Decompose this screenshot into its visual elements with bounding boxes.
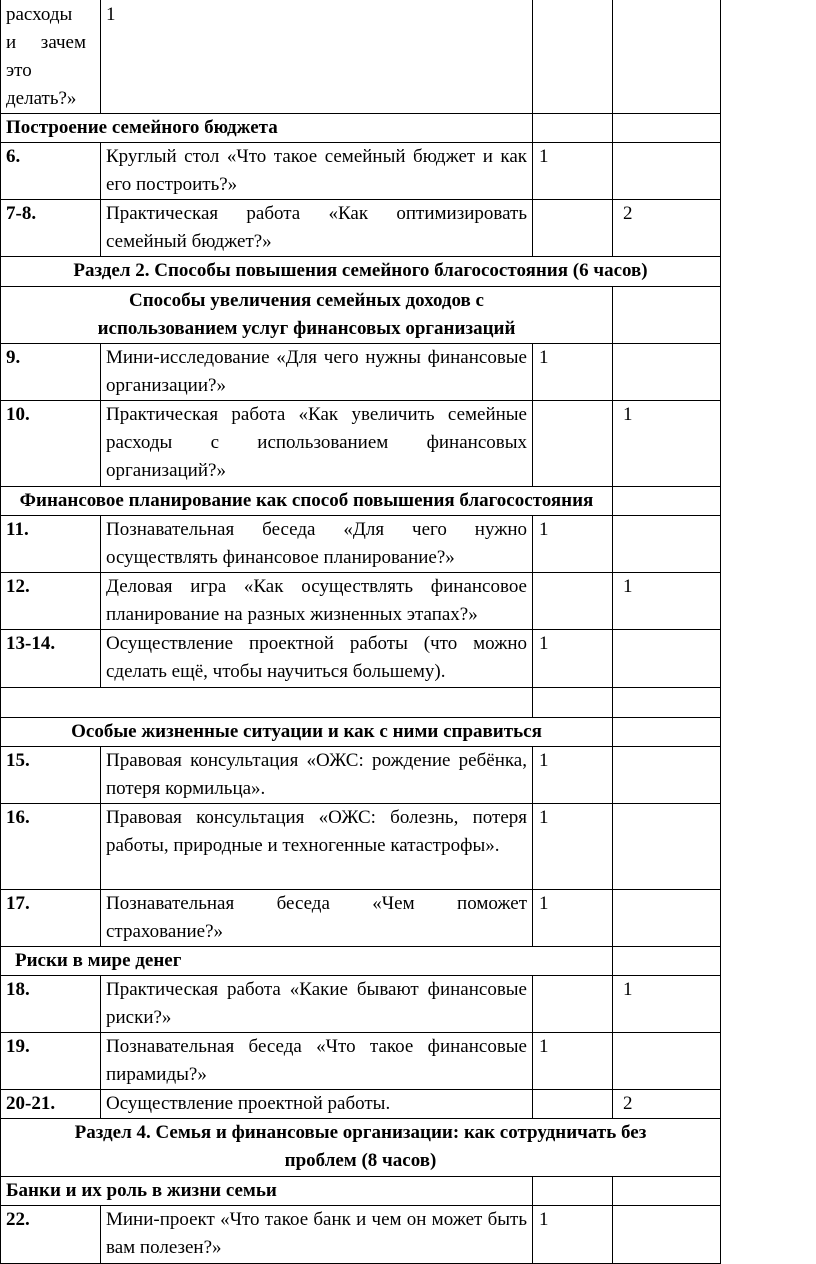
empty-cell xyxy=(613,114,721,143)
theory-hours xyxy=(533,401,613,487)
table-row xyxy=(1,947,721,976)
practice-hours xyxy=(613,1033,721,1090)
table-row xyxy=(1,143,721,200)
practice-hours xyxy=(613,747,721,804)
theory-hours: 1 xyxy=(533,1206,613,1264)
lesson-number: 11. xyxy=(1,516,101,573)
lesson-title: Мини-исследование «Для чего нужны финансовые организации?» xyxy=(101,344,533,401)
subsection-heading: Построение семейного бюджета xyxy=(1,114,533,143)
lesson-title: Круглый стол «Что такое семейный бюджет и как его построить?» xyxy=(101,143,533,200)
theory-hours xyxy=(533,1090,613,1119)
lesson-number: 6. xyxy=(1,143,101,200)
practice-hours: 2 xyxy=(613,1090,721,1119)
lesson-title: Осуществление проектной работы. xyxy=(101,1090,533,1119)
table-row xyxy=(1,1119,721,1177)
theory-hours: 1 xyxy=(533,890,613,947)
table-row xyxy=(1,1033,721,1090)
empty-cell xyxy=(613,947,721,976)
practice-hours: 1 xyxy=(613,401,721,487)
table-row xyxy=(1,344,721,401)
empty-cell xyxy=(613,688,721,718)
table-row xyxy=(1,804,721,890)
lesson-title: Познавательная беседа «Чем поможет страхование?» xyxy=(101,890,533,947)
table-row xyxy=(1,114,721,143)
table-row xyxy=(1,1090,721,1119)
empty-cell xyxy=(533,114,613,143)
lesson-number: 22. xyxy=(1,1206,101,1264)
empty-cell xyxy=(613,718,721,747)
table-row xyxy=(1,516,721,573)
table-row xyxy=(1,401,721,487)
lesson-number: 9. xyxy=(1,344,101,401)
table-row xyxy=(1,718,721,747)
table-row xyxy=(1,200,721,257)
section-heading: Раздел 2. Способы повышения семейного благосостояния (6 часов) xyxy=(1,257,721,287)
empty-cell xyxy=(613,1177,721,1206)
lesson-title: Мини-проект «Что такое банк и чем он может быть вам полезен?» xyxy=(101,1206,533,1264)
section-heading: Раздел 4. Семья и финансовые организации: как сотрудничать без проблем (8 часов) xyxy=(1,1119,721,1177)
practice-hours: 1 xyxy=(613,976,721,1033)
practice-hours: 2 xyxy=(613,200,721,257)
subsection-heading: Риски в мире денег xyxy=(1,947,613,976)
theory-hours xyxy=(533,573,613,630)
lesson-number: 17. xyxy=(1,890,101,947)
lesson-number: 16. xyxy=(1,804,101,890)
lesson-title: Правовая консультация «ОЖС: рождение ребёнка, потеря кормильца». xyxy=(101,747,533,804)
empty-cell xyxy=(533,1177,613,1206)
table-row xyxy=(1,573,721,630)
top-row-theory xyxy=(533,0,613,114)
top-row-text: расходы и зачем это делать?» xyxy=(1,0,101,114)
subsection-heading: Особые жизненные ситуации и как с ними справиться xyxy=(1,718,613,747)
table-row xyxy=(1,257,721,287)
subsection-heading: Банки и их роль в жизни семьи xyxy=(1,1177,533,1206)
lesson-title: Правовая консультация «ОЖС: болезнь, потеря работы, природные и техногенные катастрофы». xyxy=(101,804,533,890)
lesson-title: Практическая работа «Какие бывают финансовые риски?» xyxy=(101,976,533,1033)
empty-cell xyxy=(613,287,721,344)
practice-hours xyxy=(613,1206,721,1264)
lesson-number: 13-14. xyxy=(1,630,101,688)
theory-hours: 1 xyxy=(533,747,613,804)
table-row-top xyxy=(1,0,721,114)
theory-hours: 1 xyxy=(533,516,613,573)
table-row xyxy=(1,976,721,1033)
practice-hours xyxy=(613,804,721,890)
lesson-number: 12. xyxy=(1,573,101,630)
theory-hours: 1 xyxy=(533,143,613,200)
empty-cell xyxy=(533,688,613,718)
subsection-heading: Способы увеличения семейных доходов с использованием услуг финансовых организаций xyxy=(1,287,613,344)
top-row-value: 1 xyxy=(101,0,533,114)
lesson-number: 18. xyxy=(1,976,101,1033)
table-row xyxy=(1,287,721,344)
table-row xyxy=(1,1177,721,1206)
table-body xyxy=(1,0,721,1264)
theory-hours xyxy=(533,976,613,1033)
lesson-title: Познавательная беседа «Для чего нужно осуществлять финансовое планирование?» xyxy=(101,516,533,573)
empty-cell xyxy=(613,487,721,516)
table-row xyxy=(1,487,721,516)
lesson-title: Деловая игра «Как осуществлять финансовое планирование на разных жизненных этапах?» xyxy=(101,573,533,630)
lesson-number: 20-21. xyxy=(1,1090,101,1119)
theory-hours: 1 xyxy=(533,804,613,890)
practice-hours xyxy=(613,890,721,947)
lesson-number: 10. xyxy=(1,401,101,487)
practice-hours xyxy=(613,143,721,200)
theory-hours: 1 xyxy=(533,630,613,688)
theory-hours xyxy=(533,200,613,257)
table-row xyxy=(1,747,721,804)
subsection-heading: Финансовое планирование как способ повышения благосостояния xyxy=(1,487,613,516)
lesson-number: 19. xyxy=(1,1033,101,1090)
lesson-number: 15. xyxy=(1,747,101,804)
lesson-title: Познавательная беседа «Что такое финансовые пирамиды?» xyxy=(101,1033,533,1090)
lesson-title: Практическая работа «Как оптимизировать семейный бюджет?» xyxy=(101,200,533,257)
practice-hours xyxy=(613,630,721,688)
practice-hours xyxy=(613,516,721,573)
lesson-number: 7-8. xyxy=(1,200,101,257)
table-row xyxy=(1,1206,721,1264)
top-row-practice xyxy=(613,0,721,114)
empty-cell xyxy=(1,688,533,718)
practice-hours xyxy=(613,344,721,401)
lesson-title: Осуществление проектной работы (что можно сделать ещё, чтобы научиться большему). xyxy=(101,630,533,688)
table-row xyxy=(1,890,721,947)
theory-hours: 1 xyxy=(533,1033,613,1090)
table-row xyxy=(1,688,721,718)
practice-hours: 1 xyxy=(613,573,721,630)
table-row xyxy=(1,630,721,688)
lesson-title: Практическая работа «Как увеличить семейные расходы с использованием финансовых организаций?» xyxy=(101,401,533,487)
theory-hours: 1 xyxy=(533,344,613,401)
